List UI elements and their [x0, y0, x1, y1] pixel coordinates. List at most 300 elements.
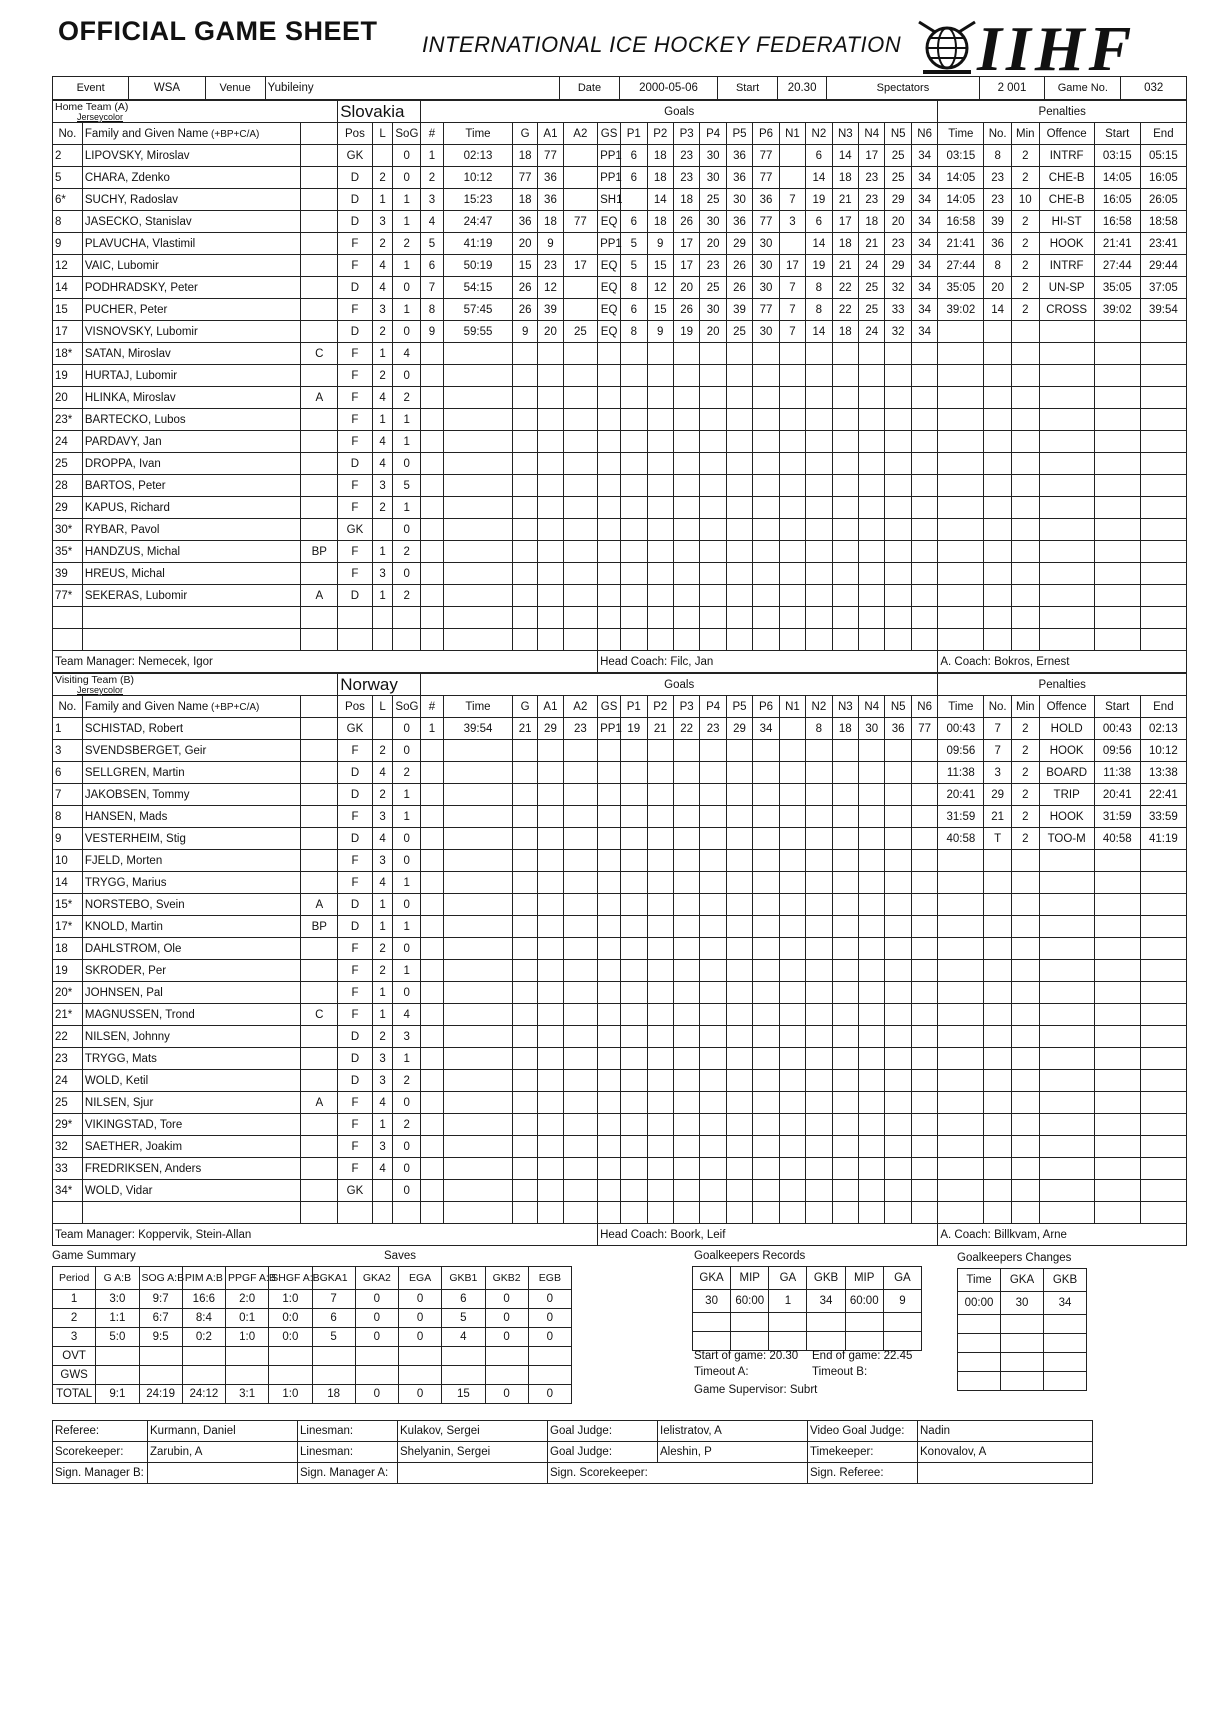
goal-cell: [700, 431, 726, 453]
player-position: [338, 1202, 373, 1224]
player-position: D: [338, 784, 373, 806]
table-row: [53, 343, 1187, 365]
player-tag: [301, 960, 338, 982]
player-line: 3: [372, 1048, 393, 1070]
goal-cell: [911, 1202, 937, 1224]
goal-cell: 22: [832, 277, 858, 299]
player-position: F: [338, 1158, 373, 1180]
col-pos: Pos: [338, 696, 373, 718]
penalty-cell: [1011, 321, 1039, 343]
penalty-cell: [984, 982, 1012, 1004]
player-position: F: [338, 255, 373, 277]
penalty-cell: [1011, 1202, 1039, 1224]
goal-cell: [700, 1202, 726, 1224]
penalty-cell: [1011, 960, 1039, 982]
player-number: 22: [53, 1026, 83, 1048]
goal-cell: [421, 387, 444, 409]
player-number: 33: [53, 1158, 83, 1180]
a-coach-label: A. Coach:: [940, 655, 995, 668]
goal-cell: [598, 784, 621, 806]
goal-cell: [779, 960, 805, 982]
goal-cell: [513, 938, 538, 960]
penalty-cell: 2: [1011, 277, 1039, 299]
summary-row: [53, 1328, 572, 1347]
penalty-cell: 36: [984, 233, 1012, 255]
player-sog: 1: [393, 409, 421, 431]
goal-cell: [538, 1092, 563, 1114]
goal-cell: 24: [859, 321, 885, 343]
goal-col-0: #: [421, 696, 444, 718]
goal-cell: [911, 519, 937, 541]
player-tag: [301, 321, 338, 343]
goal-cell: [859, 475, 885, 497]
goal-cell: 77: [753, 145, 779, 167]
goal-cell: [513, 894, 538, 916]
penalty-cell: [1039, 431, 1094, 453]
goal-cell: [859, 365, 885, 387]
pen-col-2: Min: [1011, 696, 1039, 718]
penalty-cell: [938, 563, 984, 585]
goal-cell: [673, 343, 699, 365]
gk-cell: 60:00: [845, 1290, 883, 1313]
a-coach-value: Bokros, Ernest: [994, 655, 1070, 668]
linesman-label-1: Linesman:: [298, 1421, 398, 1442]
goal-cell: [700, 916, 726, 938]
player-line: 4: [372, 828, 393, 850]
penalty-cell: [984, 563, 1012, 585]
goal-cell: [563, 585, 598, 607]
player-line: 1: [372, 189, 393, 211]
penalty-cell: UN-SP: [1039, 277, 1094, 299]
player-number: 17*: [53, 916, 83, 938]
penalty-cell: [984, 475, 1012, 497]
penalty-cell: [1140, 982, 1186, 1004]
goal-cell: [621, 519, 647, 541]
summary-cell: 0: [485, 1328, 528, 1347]
penalty-cell: 35:05: [938, 277, 984, 299]
player-line: 4: [372, 387, 393, 409]
summary-row: [53, 1366, 572, 1385]
goal-cell: [647, 563, 673, 585]
player-number: 14: [53, 872, 83, 894]
goal-cell: [538, 585, 563, 607]
goal-cell: [726, 409, 752, 431]
gkc-col-2: GKB: [1044, 1269, 1087, 1292]
goal-cell: 2: [421, 167, 444, 189]
goal-cell: [859, 541, 885, 563]
penalty-cell: 21:41: [1094, 233, 1140, 255]
player-name: TRYGG, Marius: [82, 872, 301, 894]
table-row: [53, 365, 1187, 387]
goal-cell: [832, 872, 858, 894]
summary-row: [53, 1290, 572, 1309]
goal-cell: [753, 1004, 779, 1026]
goal-cell: [753, 409, 779, 431]
goal-cell: [832, 1158, 858, 1180]
goal-cell: [444, 519, 513, 541]
player-position: F: [338, 343, 373, 365]
goal-col-1: Time: [444, 123, 513, 145]
goal-cell: 36: [538, 167, 563, 189]
penalty-cell: [1140, 475, 1186, 497]
goal-cell: [444, 762, 513, 784]
goal-cell: [647, 938, 673, 960]
penalty-cell: 39:54: [1140, 299, 1186, 321]
penalty-cell: [1011, 519, 1039, 541]
goal-cell: 21: [859, 233, 885, 255]
goal-cell: [700, 1136, 726, 1158]
goal-cell: [647, 1114, 673, 1136]
penalty-cell: 16:58: [1094, 211, 1140, 233]
goal-col-10: P5: [726, 696, 752, 718]
goal-cell: [726, 585, 752, 607]
sheet-title: OFFICIAL GAME SHEET: [58, 16, 378, 46]
goal-cell: [421, 475, 444, 497]
goal-cell: 10:12: [444, 167, 513, 189]
head-coach-value: Boork, Leif: [670, 1228, 726, 1241]
goal-cell: 19: [806, 255, 832, 277]
goal-cell: 3: [421, 189, 444, 211]
penalty-cell: 11:38: [1094, 762, 1140, 784]
penalty-cell: [984, 541, 1012, 563]
goal-cell: [753, 497, 779, 519]
summary-title: Game Summary: [52, 1250, 136, 1262]
goal-cell: 12: [647, 277, 673, 299]
penalty-cell: [938, 1180, 984, 1202]
summary-row: [53, 1347, 572, 1366]
penalty-cell: [938, 497, 984, 519]
goal-cell: 30: [700, 211, 726, 233]
goal-cell: 26: [673, 299, 699, 321]
player-tag: [301, 938, 338, 960]
goal-cell: [621, 916, 647, 938]
goal-cell: [700, 762, 726, 784]
player-sog: 2: [393, 233, 421, 255]
goal-cell: 3: [779, 211, 805, 233]
penalty-cell: 2: [1011, 211, 1039, 233]
goal-cell: 34: [911, 255, 937, 277]
team-name: Slovakia: [338, 101, 421, 123]
player-name: SEKERAS, Lubomir: [82, 585, 301, 607]
goal-cell: [726, 607, 752, 629]
penalty-cell: [1011, 1092, 1039, 1114]
goal-cell: [779, 607, 805, 629]
penalty-cell: [1140, 1026, 1186, 1048]
player-name: KNOLD, Martin: [82, 916, 301, 938]
table-row: [53, 321, 1187, 343]
goal-cell: [513, 519, 538, 541]
penalty-cell: 2: [1011, 784, 1039, 806]
player-line: 1: [372, 982, 393, 1004]
goal-col-9: P4: [700, 696, 726, 718]
player-name: SUCHY, Radoslav: [82, 189, 301, 211]
goal-cell: 20: [885, 211, 911, 233]
player-number: [53, 1202, 83, 1224]
goal-cell: [726, 1048, 752, 1070]
goal-cell: 7: [779, 189, 805, 211]
player-position: D: [338, 585, 373, 607]
goal-cell: [700, 960, 726, 982]
goal-cell: [779, 343, 805, 365]
goal-cell: [421, 872, 444, 894]
player-number: [53, 607, 83, 629]
timeout-a: Timeout A:: [694, 1366, 749, 1378]
goal-cell: 77: [911, 718, 937, 740]
goal-cell: [621, 475, 647, 497]
goal-cell: [621, 872, 647, 894]
player-tag: [301, 784, 338, 806]
goal-cell: [647, 1026, 673, 1048]
goal-cell: [621, 189, 647, 211]
goal-cell: [806, 850, 832, 872]
penalty-cell: [1011, 982, 1039, 1004]
goal-cell: 24: [859, 255, 885, 277]
goal-cell: [700, 1070, 726, 1092]
summary-cell: 2: [53, 1309, 96, 1328]
goal-cell: [538, 475, 563, 497]
player-name: DAHLSTROM, Ole: [82, 938, 301, 960]
penalty-cell: 2: [1011, 762, 1039, 784]
penalty-cell: [1039, 1004, 1094, 1026]
player-line: [372, 718, 393, 740]
player-tag: [301, 1136, 338, 1158]
penalty-cell: 2: [1011, 167, 1039, 189]
player-position: F: [338, 872, 373, 894]
penalty-cell: [1011, 1070, 1039, 1092]
player-line: 4: [372, 872, 393, 894]
goal-cell: [421, 762, 444, 784]
gkc-cell: 30: [1001, 1292, 1044, 1315]
summary-cell: 24:19: [139, 1385, 182, 1404]
goal-cell: 9: [647, 233, 673, 255]
goal-cell: [726, 1202, 752, 1224]
goal-cell: [538, 806, 563, 828]
goal-cell: [832, 894, 858, 916]
goal-cell: [859, 762, 885, 784]
team-label: Home Team (A): [55, 101, 129, 113]
goal-cell: [563, 1114, 598, 1136]
goal-col-1: Time: [444, 696, 513, 718]
goal-cell: [779, 894, 805, 916]
col-bpca-label: (+BP+C/A): [208, 128, 260, 140]
goal-cell: [885, 894, 911, 916]
goal-cell: [753, 1158, 779, 1180]
goal-cell: [444, 1180, 513, 1202]
goal-cell: [421, 431, 444, 453]
goal-cell: [726, 541, 752, 563]
player-sog: 0: [393, 563, 421, 585]
goal-cell: [779, 365, 805, 387]
goal-cell: [513, 1136, 538, 1158]
summary-cell: 0: [485, 1385, 528, 1404]
penalty-cell: [1094, 387, 1140, 409]
summary-col-11: EGB: [528, 1267, 571, 1290]
visiting-team-section: [52, 673, 1187, 1246]
penalty-cell: [1039, 850, 1094, 872]
goal-cell: 26: [673, 211, 699, 233]
goal-cell: [700, 453, 726, 475]
team-name: Norway: [338, 674, 421, 696]
player-number: 18: [53, 938, 83, 960]
player-tag: [301, 211, 338, 233]
penalty-cell: [1039, 585, 1094, 607]
penalty-cell: [1140, 563, 1186, 585]
penalty-cell: CHE-B: [1039, 189, 1094, 211]
player-number: 7: [53, 784, 83, 806]
penalty-cell: [1011, 850, 1039, 872]
penalty-cell: [1011, 872, 1039, 894]
player-sog: 0: [393, 277, 421, 299]
penalty-cell: [1140, 585, 1186, 607]
summary-cell: [139, 1347, 182, 1366]
jerseycolor-label: Jerseycolor: [77, 112, 124, 122]
goal-cell: [806, 828, 832, 850]
goal-cell: [444, 453, 513, 475]
table-row: [53, 453, 1187, 475]
penalty-cell: HI-ST: [1039, 211, 1094, 233]
penalty-cell: 2: [1011, 299, 1039, 321]
goal-cell: [859, 828, 885, 850]
penalty-cell: [1140, 431, 1186, 453]
player-name: NILSEN, Johnny: [82, 1026, 301, 1048]
goal-cell: [911, 563, 937, 585]
player-number: 19: [53, 960, 83, 982]
player-number: 2: [53, 145, 83, 167]
goal-cell: [885, 1136, 911, 1158]
player-tag: [301, 299, 338, 321]
goal-cell: [832, 475, 858, 497]
goal-cell: 7: [421, 277, 444, 299]
goal-cell: [444, 1070, 513, 1092]
summary-cell: 4: [442, 1328, 485, 1347]
gk-col-0: GKA: [693, 1267, 731, 1290]
player-name: HANSEN, Mads: [82, 806, 301, 828]
penalty-cell: [938, 1048, 984, 1070]
goal-cell: 59:55: [444, 321, 513, 343]
penalty-cell: [1140, 1136, 1186, 1158]
goal-judge-label-2: Goal Judge:: [548, 1442, 658, 1463]
goal-cell: [444, 894, 513, 916]
goal-cell: [779, 1180, 805, 1202]
player-line: 3: [372, 299, 393, 321]
goal-cell: 36: [753, 189, 779, 211]
goal-cell: [700, 519, 726, 541]
penalty-cell: [1094, 1004, 1140, 1026]
player-position: D: [338, 894, 373, 916]
goal-cell: 17: [563, 255, 598, 277]
goal-cell: [421, 365, 444, 387]
penalty-cell: [938, 1004, 984, 1026]
goal-cell: [673, 519, 699, 541]
goal-cell: [621, 585, 647, 607]
goal-cell: [859, 409, 885, 431]
player-line: 4: [372, 1092, 393, 1114]
timekeeper-value: Konovalov, A: [918, 1442, 1093, 1463]
penalty-cell: [1039, 982, 1094, 1004]
assistant-coach: [938, 1224, 1187, 1246]
penalty-cell: TRIP: [1039, 784, 1094, 806]
goal-cell: 30: [753, 277, 779, 299]
goal-cell: [621, 1114, 647, 1136]
goal-cell: [753, 872, 779, 894]
penalty-cell: [984, 585, 1012, 607]
goal-cell: 17: [673, 255, 699, 277]
penalty-cell: [1094, 321, 1140, 343]
penalty-cell: [1011, 1158, 1039, 1180]
goal-cell: [647, 607, 673, 629]
venue-label: Venue: [205, 77, 265, 100]
player-line: [372, 145, 393, 167]
penalty-cell: [984, 453, 1012, 475]
table-row: [53, 762, 1187, 784]
goal-cell: [806, 541, 832, 563]
goal-cell: [673, 387, 699, 409]
table-row: [53, 828, 1187, 850]
table-row: [53, 1114, 1187, 1136]
goal-cell: [647, 872, 673, 894]
goal-cell: [700, 894, 726, 916]
goal-cell: [753, 806, 779, 828]
penalty-cell: [984, 1180, 1012, 1202]
goal-cell: [538, 387, 563, 409]
goal-cell: [885, 431, 911, 453]
goal-cell: [598, 982, 621, 1004]
summary-col-2: SOG A:B: [139, 1267, 182, 1290]
goal-col-14: N3: [832, 696, 858, 718]
player-tag: [301, 1180, 338, 1202]
goal-cell: [563, 740, 598, 762]
goal-cell: 15: [647, 299, 673, 321]
goal-cell: [421, 541, 444, 563]
player-name: JAKOBSEN, Tommy: [82, 784, 301, 806]
goal-cell: [444, 806, 513, 828]
goal-cell: [538, 916, 563, 938]
goal-cell: [832, 629, 858, 651]
goal-cell: [673, 431, 699, 453]
penalty-cell: 3: [984, 762, 1012, 784]
goal-cell: 77: [563, 211, 598, 233]
penalty-cell: [938, 982, 984, 1004]
goal-cell: 25: [885, 145, 911, 167]
goal-cell: [621, 409, 647, 431]
head-coach-value: Filc, Jan: [670, 655, 714, 668]
player-sog: 0: [393, 519, 421, 541]
goal-cell: 8: [421, 299, 444, 321]
goal-cell: [598, 607, 621, 629]
goal-cell: [673, 629, 699, 651]
penalty-cell: [984, 960, 1012, 982]
player-tag: [301, 806, 338, 828]
goal-cell: [621, 1070, 647, 1092]
goal-cell: [421, 806, 444, 828]
goal-cell: [832, 1092, 858, 1114]
penalty-cell: 11:38: [938, 762, 984, 784]
goal-cell: [538, 409, 563, 431]
goal-cell: 23: [700, 718, 726, 740]
penalty-cell: 23:41: [1140, 233, 1186, 255]
player-sog: 1: [393, 806, 421, 828]
goal-cell: [753, 1114, 779, 1136]
player-line: 2: [372, 960, 393, 982]
logo-text: IIHF: [977, 13, 1136, 84]
summary-cell: [269, 1366, 312, 1385]
penalty-cell: [1140, 916, 1186, 938]
penalty-cell: [1094, 563, 1140, 585]
goal-cell: [779, 519, 805, 541]
goal-cell: [700, 1092, 726, 1114]
goal-col-13: N2: [806, 696, 832, 718]
player-number: 32: [53, 1136, 83, 1158]
